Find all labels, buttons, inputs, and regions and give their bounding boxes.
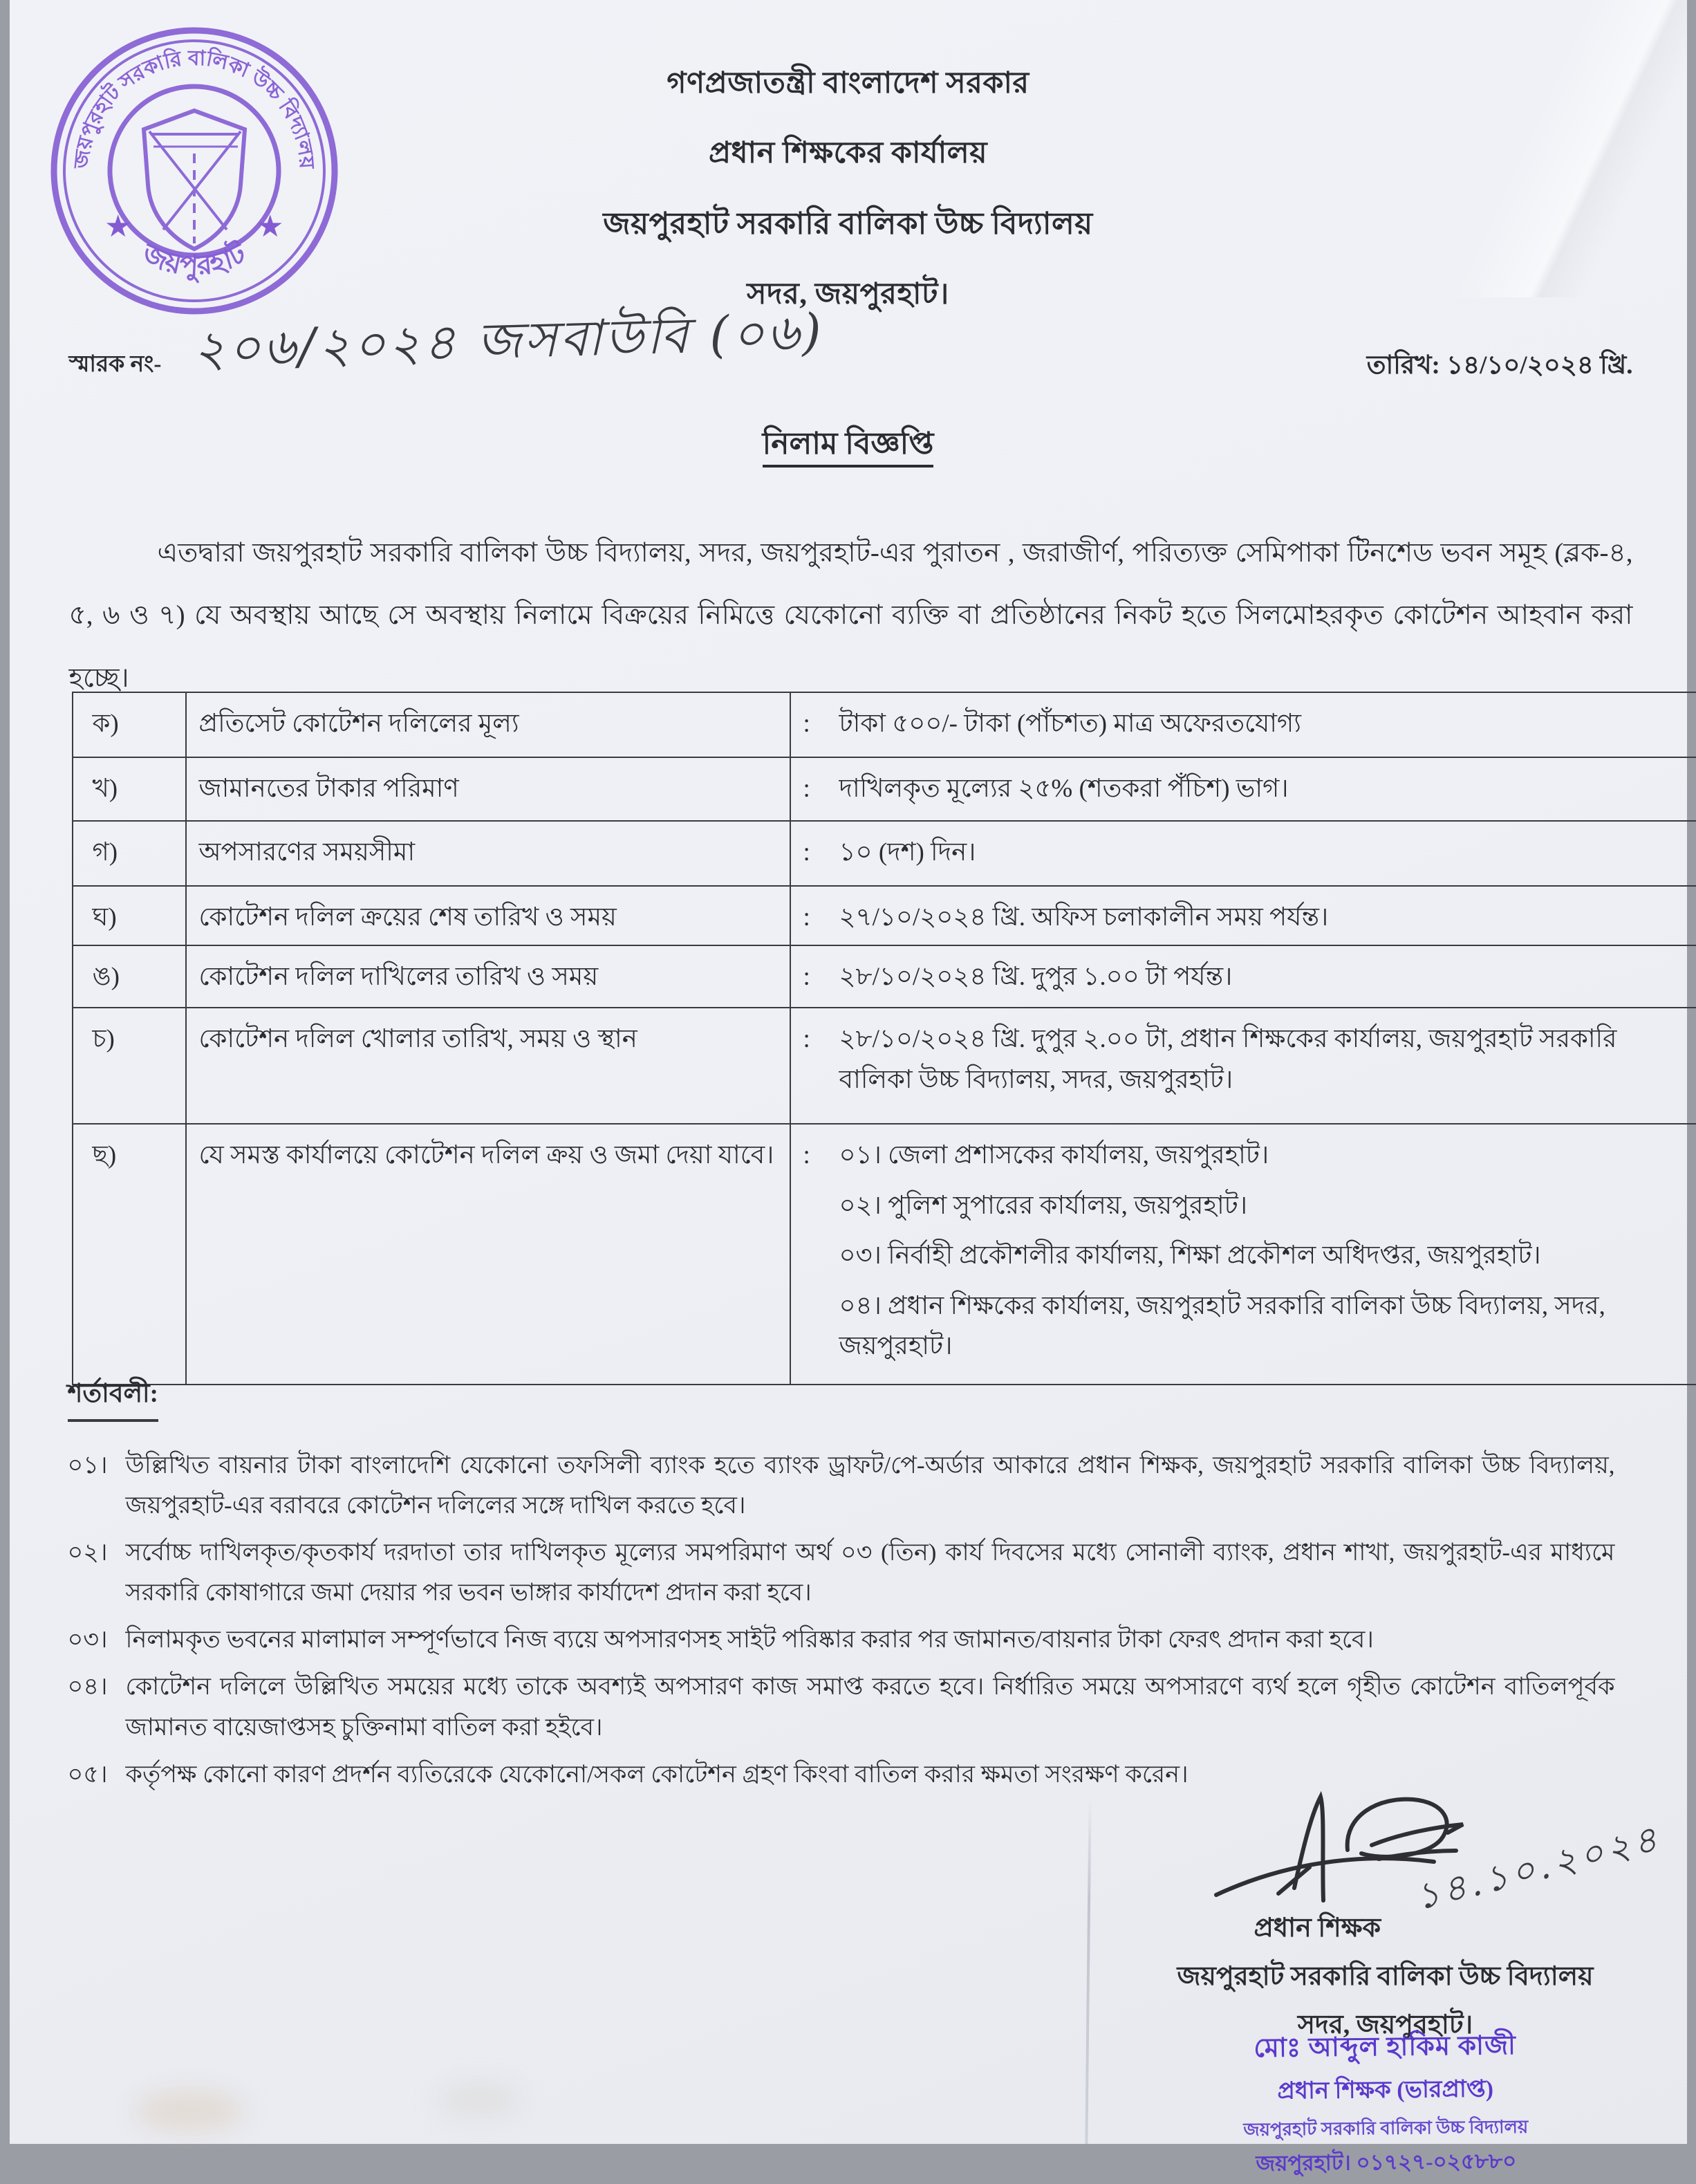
table-row xyxy=(73,886,1696,945)
intro-paragraph: এতদ্বারা জয়পুরহাট সরকারি বালিকা উচ্চ বিদ্যালয়, সদর, জয়পুরহাট-এর পুরাতন , জরাজীর্ণ, পরিত্যক্ত সেমিপাকা টিনশেড ভবন সমূহ (ব্লক-৪, ৫, ৬ ও ৭) যে অবস্থায় আছে সে অবস্থায় নিলামে বিক্রয়ের নিমিত্তে যেকোনো ব্যক্তি বা প্রতিষ্ঠানের নিকট হতে সিলমোহরকৃত কোটেশন আহবান করা হচ্ছে। xyxy=(69,522,1633,710)
scanned-auction-notice xyxy=(10,0,1687,2144)
office-item: ০২। পুলিশ সুপারের কার্যালয়, জয়পুরহাট। xyxy=(839,1186,1688,1226)
row-label: কোটেশন দলিল ক্রয়ের শেষ তারিখ ও সময় xyxy=(186,886,790,945)
term-item xyxy=(68,1620,1636,1660)
signatory-org: জয়পুরহাট সরকারি বালিকা উচ্চ বিদ্যালয় xyxy=(1116,1956,1655,2000)
row-value-text: টাকা ৫০০/- টাকা (পাঁচশত) মাত্র অফেরতযোগ্য xyxy=(839,704,1688,744)
signatory-designation: প্রধান শিক্ষক xyxy=(1254,1907,1381,1952)
stamp-designation: প্রধান শিক্ষক (ভারপ্রাপ্ত) xyxy=(1157,2070,1614,2114)
term-text: সর্বোচ্চ দাখিলকৃত/কৃতকার্য দরদাতা তার দাখিলকৃত মূল্যের সমপরিমাণ অর্থ ০৩ (তিন) কার্য দিবসের মধ্যে সোনালী ব্যাংক, প্রধান শাখা, জয়পুরহাট-এর মাধ্যমে সরকারি কোষাগারে জমা দেয়ার পর ভবন ভাঙ্গার কার্যাদেশ প্রদান করা হবে। xyxy=(126,1533,1636,1613)
row-value-text: ২৮/১০/২০২৪ খ্রি. দুপুর ১.০০ টা পর্যন্ত। xyxy=(839,957,1688,997)
row-value xyxy=(790,945,1696,1008)
office-item: ০৪। প্রধান শিক্ষকের কার্যালয়, জয়পুরহাট সরকারি বালিকা উচ্চ বিদ্যালয়, সদর, জয়পুরহাট। xyxy=(839,1286,1688,1367)
row-key: ছ) xyxy=(73,1124,186,1384)
row-value-text: ২৭/১০/২০২৪ খ্রি. অফিস চলাকালীন সময় পর্যন্ত। xyxy=(839,898,1688,938)
auction-details-table xyxy=(72,692,1696,1385)
term-text: কর্তৃপক্ষ কোনো কারণ প্রদর্শন ব্যতিরেকে যেকোনো/সকল কোটেশন গ্রহণ কিংবা বাতিল করার ক্ষমতা সংরক্ষণ করেন। xyxy=(126,1755,1636,1795)
colon-separator: : xyxy=(803,898,839,938)
table-row xyxy=(73,1008,1696,1124)
stamp-contact: জয়পুরহাট। ০১৭২৭-০২৫৮৮০ xyxy=(1157,2144,1614,2184)
office-item: ০৩। নির্বাহী প্রকৌশলীর কার্যালয়, শিক্ষা প্রকৌশল অধিদপ্তর, জয়পুরহাট। xyxy=(839,1236,1688,1276)
row-label: কোটেশন দলিল দাখিলের তারিখ ও সময় xyxy=(186,945,790,1008)
term-number: ০২। xyxy=(68,1533,126,1613)
colon-separator: : xyxy=(803,1136,839,1376)
notice-title-text: নিলাম বিজ্ঞপ্তি xyxy=(763,427,934,468)
row-value xyxy=(790,821,1696,886)
paper-crease xyxy=(1085,1798,1091,2144)
row-value xyxy=(790,692,1696,757)
term-text: উল্লিখিত বায়নার টাকা বাংলাদেশি যেকোনো তফসিলী ব্যাংক হতে ব্যাংক ড্রাফট/পে-অর্ডার আকারে প্রধান শিক্ষক, জয়পুরহাট সরকারি বালিকা উচ্চ বিদ্যালয়, জয়পুরহাট-এর বরাবরে কোটেশন দলিলের সঙ্গে দাখিল করতে হবে। xyxy=(126,1445,1636,1526)
row-value xyxy=(790,1008,1696,1124)
terms-heading: শর্তাবলী: xyxy=(68,1373,158,1422)
term-item xyxy=(68,1533,1636,1613)
row-label: প্রতিসেট কোটেশন দলিলের মূল্য xyxy=(186,692,790,757)
signature-date-handwritten: ১৪.১০.২০২৪ xyxy=(1409,1810,1668,1929)
office-item: ০১। জেলা প্রশাসকের কার্যালয়, জয়পুরহাট। xyxy=(839,1136,1688,1176)
notice-title xyxy=(10,420,1687,471)
official-name-stamp xyxy=(1156,2024,1614,2184)
term-text: নিলামকৃত ভবনের মালামাল সম্পূর্ণভাবে নিজ ব্যয়ে অপসারণসহ সাইট পরিষ্কার করার পর জামানত/বায়নার টাকা ফেরৎ প্রদান করা হবে। xyxy=(126,1620,1636,1660)
terms-section xyxy=(68,1373,1636,1802)
stamp-org: জয়পুরহাট সরকারি বালিকা উচ্চ বিদ্যালয় xyxy=(1157,2112,1614,2147)
term-number: ০১। xyxy=(68,1445,126,1526)
row-key: ক) xyxy=(73,692,186,757)
seal-ring-text-bottom: জয়পুরহাট xyxy=(136,235,251,284)
row-key: ঘ) xyxy=(73,886,186,945)
row-value xyxy=(790,757,1696,821)
paper-smudge xyxy=(134,2090,245,2131)
row-value-text: দাখিলকৃত মূল্যের ২৫% (শতকরা পঁচিশ) ভাগ। xyxy=(839,769,1688,809)
row-label: যে সমস্ত কার্যালয়ে কোটেশন দলিল ক্রয় ও জমা দেয়া যাবে। xyxy=(186,1124,790,1384)
row-label: অপসারণের সময়সীমা xyxy=(186,821,790,886)
memo-date: তারিখ: ১৪/১০/২০২৪ খ্রি. xyxy=(1367,344,1633,388)
memo-number-handwritten: ২০৬/২০২৪ জসবাউবি (০৬) xyxy=(192,294,825,394)
colon-separator: : xyxy=(803,957,839,997)
row-label: জামানতের টাকার পরিমাণ xyxy=(186,757,790,821)
term-item xyxy=(68,1445,1636,1526)
term-item xyxy=(68,1667,1636,1747)
seal-ring-text-top: জয়পুরহাট সরকারি বালিকা উচ্চ বিদ্যালয় xyxy=(70,45,318,170)
office-line: প্রধান শিক্ষকের কার্যালয় xyxy=(10,131,1687,180)
seal-star-left-icon: ★ xyxy=(104,210,131,243)
table-row xyxy=(73,1124,1696,1384)
row-value-text: ২৮/১০/২০২৪ খ্রি. দুপুর ২.০০ টা, প্রধান শিক্ষকের কার্যালয়, জয়পুরহাট সরকারি বালিকা উচ্চ বিদ্যালয়, সদর, জয়পুরহাট। xyxy=(839,1019,1688,1100)
row-key: চ) xyxy=(73,1008,186,1124)
signatory-org-address: সদর, জয়পুরহাট। xyxy=(1116,2004,1655,2048)
table-row xyxy=(73,821,1696,886)
government-line: গণপ্রজাতন্ত্রী বাংলাদেশ সরকার xyxy=(10,61,1687,110)
address-line: সদর, জয়পুরহাট। xyxy=(10,272,1687,321)
row-label: কোটেশন দলিল খোলার তারিখ, সময় ও স্থান xyxy=(186,1008,790,1124)
colon-separator: : xyxy=(803,769,839,809)
stamp-name: মোঃ আব্দুল হাকিম কাজী xyxy=(1156,2024,1613,2073)
row-key: খ) xyxy=(73,757,186,821)
term-number: ০৪। xyxy=(68,1667,126,1747)
term-number: ০৫। xyxy=(68,1755,126,1795)
term-number: ০৩। xyxy=(68,1620,126,1660)
row-value xyxy=(790,1124,1696,1384)
table-row xyxy=(73,692,1696,757)
row-value xyxy=(790,886,1696,945)
colon-separator: : xyxy=(803,1019,839,1100)
row-key: গ) xyxy=(73,821,186,886)
table-row xyxy=(73,945,1696,1008)
seal-star-right-icon: ★ xyxy=(257,210,283,243)
school-name-line: জয়পুরহাট সরকারি বালিকা উচ্চ বিদ্যালয় xyxy=(10,201,1687,251)
row-key: ঙ) xyxy=(73,945,186,1008)
memo-number-label: স্মারক নং- xyxy=(69,346,162,385)
colon-separator: : xyxy=(803,833,839,873)
letterhead xyxy=(10,61,1687,321)
colon-separator: : xyxy=(803,704,839,744)
paper-smudge xyxy=(438,2084,521,2116)
term-text: কোটেশন দলিলে উল্লিখিত সময়ের মধ্যে তাকে অবশ্যই অপসারণ কাজ সমাপ্ত করতে হবে। নির্ধারিত সময়ে অপসারণে ব্যর্থ হলে গৃহীত কোটেশন বাতিলপূর্বক জামানত বায়েজাপ্তসহ চুক্তিনামা বাতিল করা হইবে। xyxy=(126,1667,1636,1747)
row-value-text: ১০ (দশ) দিন। xyxy=(839,833,1688,873)
table-row xyxy=(73,757,1696,821)
